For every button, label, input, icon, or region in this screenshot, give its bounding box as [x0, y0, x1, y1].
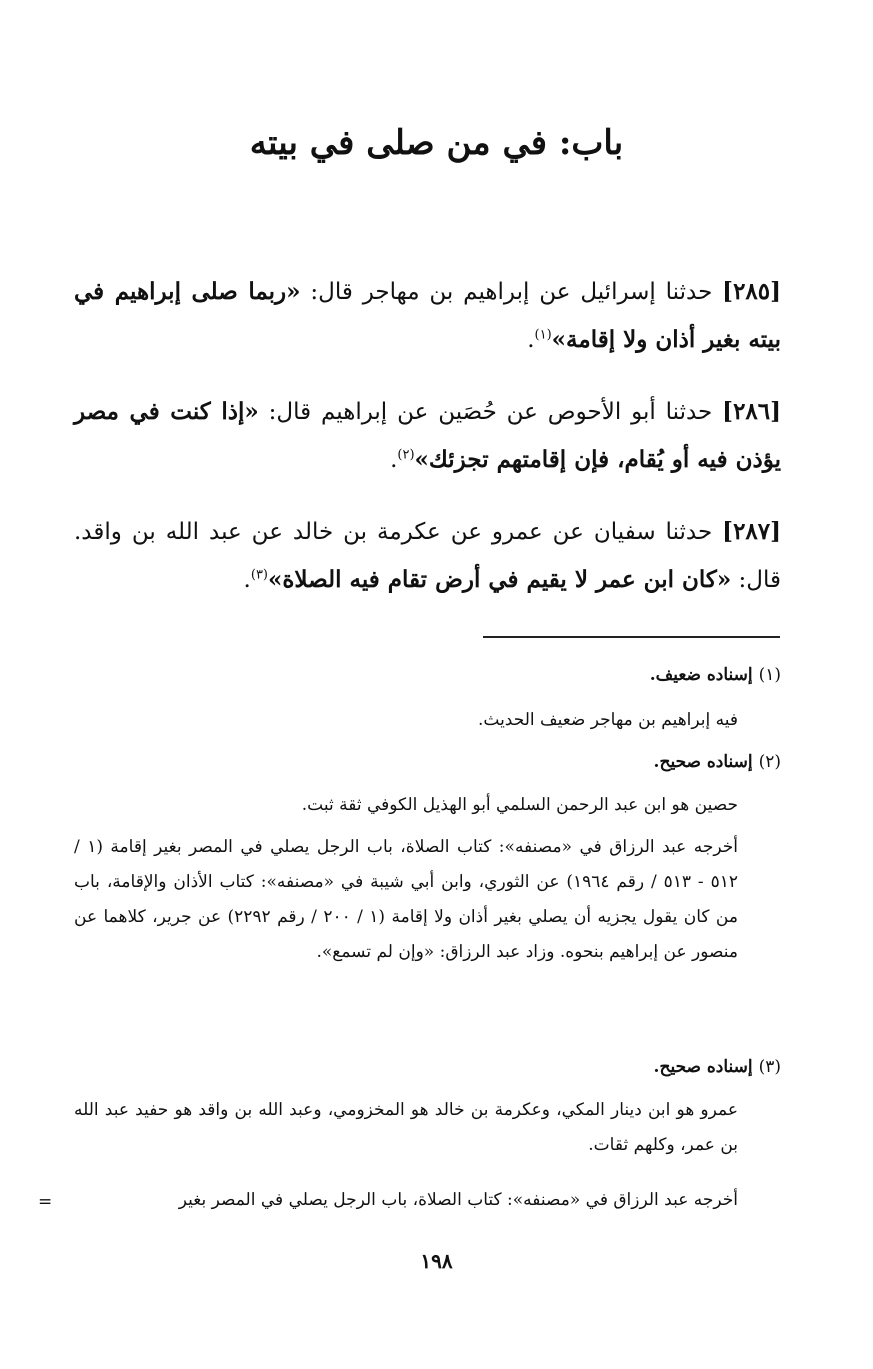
page-number: ١٩٨	[420, 1249, 453, 1273]
footnote-heading: إسناده ضعيف.	[649, 665, 753, 685]
footnote-3-heading	[654, 1052, 781, 1082]
hadith-isnad: حدثنا سفيان عن عمرو عن عكرمة بن خالد عن عبد الله بن واقد. قال:	[74, 519, 781, 593]
hadith-287	[74, 508, 781, 604]
footnote-separator	[483, 636, 780, 638]
footnote-2-body-2: أخرجه عبد الرزاق في «مصنفه»: كتاب الصلاة، باب الرجل يصلي في المصر بغير إقامة (١ / ٥١٢ - ٥١٣ / رقم ١٩٦٤) عن الثوري، وابن أبي شيبة في «مصنفه»: كتاب الأذان والإقامة، باب من كان يقول يجزيه أن يصلي بغير أذان ولا إقامة (١ / ٢٠٠ / رقم ٢٢٩٢) عن جرير، كلاهما عن منصور عن إبراهيم بنحوه. وزاد عبد الرزاق: «وإن لم تسمع».	[74, 837, 738, 962]
footnote-3-body-1: عمرو هو ابن دينار المكي، وعكرمة بن خالد هو المخزومي، وعبد الله بن واقد هو حفيد عبد الله بن عمر، وكلهم ثقات.	[74, 1100, 738, 1155]
hadith-number: [٢٨٧]	[722, 518, 782, 545]
hadith-end: .	[390, 447, 398, 473]
footnote-heading: إسناده صحيح.	[653, 752, 753, 772]
footnote-heading: إسناده صحيح.	[653, 1057, 753, 1077]
footnote-3-body-2: أخرجه عبد الرزاق في «مصنفه»: كتاب الصلاة، باب الرجل يصلي في المصر بغير	[178, 1190, 738, 1210]
hadith-isnad: حدثنا إسرائيل عن إبراهيم بن مهاجر قال:	[310, 279, 713, 305]
footnote-ref: (١)	[534, 327, 552, 343]
footnote-2-heading	[654, 747, 781, 777]
footnote-1-body: فيه إبراهيم بن مهاجر ضعيف الحديث.	[477, 710, 738, 730]
hadith-number: [٢٨٥]	[722, 278, 782, 305]
hadith-end: .	[527, 327, 535, 353]
hadith-matn: «إذا كنت في مصر يؤذن فيه أو يُقام، فإن إقامتهم تجزئك»	[74, 398, 781, 473]
hadith-matn: «كان ابن عمر لا يقيم في أرض تقام فيه الصلاة»	[268, 566, 732, 593]
hadith-285	[74, 268, 781, 364]
footnote-1-heading	[650, 660, 781, 690]
continuation-mark: =	[38, 1192, 53, 1212]
hadith-matn: «ربما صلى إبراهيم في بيته بغير أذان ولا إقامة»	[74, 278, 781, 353]
hadith-isnad: حدثنا أبو الأحوص عن حُصَين عن إبراهيم قال:	[268, 399, 713, 425]
hadith-end: .	[243, 567, 251, 593]
footnote-number: (٢)	[758, 752, 781, 772]
hadith-number: [٢٨٦]	[722, 398, 782, 425]
footnote-number: (١)	[758, 665, 781, 685]
footnote-number: (٣)	[758, 1057, 781, 1077]
footnote-2-body-1: حصين هو ابن عبد الرحمن السلمي أبو الهذيل الكوفي ثقة ثبت.	[301, 795, 738, 815]
chapter-title: باب: في من صلى في بيته	[249, 123, 624, 163]
footnote-ref: (٢)	[397, 447, 415, 463]
footnote-ref: (٣)	[250, 567, 268, 583]
hadith-286	[74, 388, 781, 484]
